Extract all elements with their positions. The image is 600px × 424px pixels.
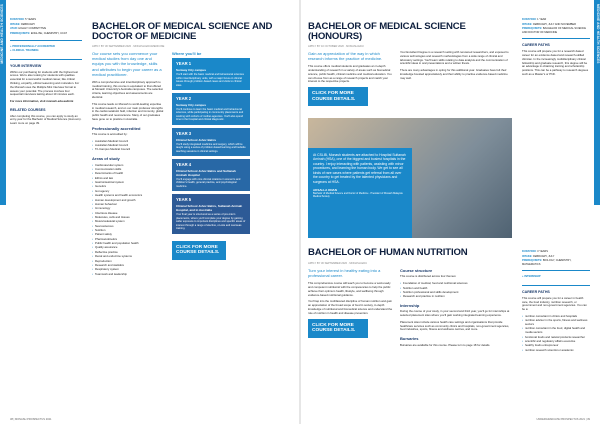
list-item: • Nutrition and health: [400, 287, 510, 291]
area-item: • Research and statistics: [92, 264, 164, 268]
year-label: YEAR 5: [176, 197, 192, 203]
p1-fact: INTAKE: FEBRUARY: [10, 22, 36, 26]
area-item: • Genetics: [92, 185, 164, 189]
career-item: • scientific and regulatory affairs executive: [522, 340, 590, 344]
nutrition-title: BACHELOR OF HUMAN NUTRITION: [308, 247, 468, 258]
p1-facts: [10, 18, 82, 36]
areas-list: [92, 164, 164, 277]
year-text: You'll engage with core clinical rotations in women's and children's health, general practice, and psychological medicine.: [176, 177, 241, 188]
structure-heading: Course structure: [400, 268, 433, 273]
area-item: • Gastrointestinal system: [92, 181, 164, 185]
year-label: YEAR 2: [176, 96, 192, 102]
p2-subtitle: APPLY BY 10 OCTOBER 2020 · MONASH.EDU: [308, 45, 364, 48]
p1-fact: ATAR: HIGHLY COMPETITIVE: [10, 27, 47, 31]
course-details-button[interactable]: CLICK FOR MORE COURSE DETAILS.: [172, 241, 226, 260]
course-details-button[interactable]: CLICK FOR MORE COURSE DETAILS.: [308, 319, 368, 338]
area-item: • Health systems and health economics: [92, 194, 164, 198]
nutrition-col-a: [308, 268, 393, 338]
area-item: • Neurosciences: [92, 225, 164, 229]
year-block: [172, 194, 250, 233]
year-block: [172, 128, 250, 156]
accredited-heading: Professionally accredited: [92, 125, 141, 131]
year-label: YEAR 1: [176, 61, 192, 67]
p2-title: BACHELOR OF MEDICAL SCIENCE (HONOURS): [308, 21, 466, 43]
years-list: [172, 58, 250, 233]
interview-link[interactable]: For more information, visit monash.edu.au/mmi: [10, 99, 74, 104]
interview-heading: YOUR INTERVIEW: [10, 63, 42, 68]
divider: [522, 270, 590, 271]
p1-tags: [10, 45, 82, 53]
p2-para: Your Excellent Degree is a research setting with renowned researchers, and exposed to various technologies and research methodologies from a wide range of clinical and laboratory settings. You'll learn skills relating to data analysis and the communication of scientific ideas in oral presentations and a written thesis.: [400, 50, 509, 66]
interview-text: Within our purchasing for students with the highest test scores. We're also looking for students with qualities essential for a successful medical career, like critical thinking, empathy, ethical reasoning and motivation. For the Monash uses the Multiple Mini Interview format to assess your potential. The process involves four sequential interviews lasting about 10 minutes each.: [10, 69, 80, 97]
career-item: • nutrition advisor in the sports, fitness and wellness sectors: [522, 319, 590, 327]
p2-col-a: [308, 51, 393, 106]
area-item: • Gut agency: [92, 190, 164, 194]
career-item: • healthy foods entrepreneur: [522, 344, 590, 348]
year-text: Your final year is structured as a series of pre-intern placements, where you'll complete your degree by gaining wider exposure to important disciplines and specific areas of interest through a range of elective, on-site and overseas training.: [176, 213, 246, 231]
course-details-button[interactable]: CLICK FOR MORE COURSE DETAILS.: [308, 87, 368, 106]
area-item: • Human development and growth: [92, 199, 164, 203]
p1-fact: DURATION: 5 YEARS: [10, 18, 37, 21]
divider: [10, 40, 82, 41]
p2-col-b: [400, 51, 510, 83]
list-item: • Australian Medical Council: [92, 140, 164, 144]
year-text: You'll continue to learn the basic medical and behavioural sciences, while participating in community placements and working with cohorts of mother-agencies. You'll also spend time in the hospital and clinical diagnostic.: [176, 107, 244, 122]
divider: [522, 38, 590, 39]
section-tab-left-label: MEDICINE AND HEALTH SCIENCES: [0, 4, 4, 64]
p2-para: There are many advantages in opting for this additional year. Graduates have felt their knowledge boosted appreciatively and their ability to practise evidence-based medicine may well.: [400, 68, 508, 80]
nutrition-fact: DURATION: 3 YEARS: [522, 250, 549, 253]
tag-accredited: + PROFESSIONALLY ACCREDITED: [10, 44, 55, 48]
area-item: • Quality assurance: [92, 246, 164, 250]
area-item: • Communication skills: [92, 168, 164, 172]
area-item: • Ethics and law: [92, 177, 164, 181]
quote-role: Bachelor of Medical Science and Doctor of Medicine · President of Monash Malaysia Medical Society: [313, 192, 403, 199]
year-text: You'll study integrated medicine and surgery, which will be taught using a series of problem-based learning and bedside teaching sessions in clinical settings.: [176, 142, 246, 153]
where-heading: Where you'll be: [172, 51, 202, 56]
p1-footer: 38 | MONASH PROSPECTUS 2021: [10, 417, 52, 421]
structure-list: [400, 282, 510, 299]
area-item: • Infectious disease: [92, 212, 164, 216]
p1-sidebar: [10, 18, 82, 129]
accredited-list: [92, 140, 164, 152]
area-item: • Cardiovascular system: [92, 164, 164, 168]
p2-facts: [522, 18, 590, 34]
career-item: • nutrition research scientist or academic.: [522, 349, 590, 353]
p1-subtitle: APPLY BY 30 SEPTEMBER 2020 · MONASH.EDU/MEDICINE: [92, 45, 165, 48]
internship-text: During the course of your study, in your second and third year, you'll go for internships at selected placement sites where you'll gain working integrated learning experience.: [400, 309, 510, 318]
area-item: • Nutrition: [92, 229, 164, 233]
area-item: • Immunology: [92, 207, 164, 211]
nutrition-fact: PREREQUISITE: BIOLOGY, CHEMISTRY, MATHEMATICS: [522, 259, 572, 266]
list-item: • Australian Medical Council: [92, 144, 164, 148]
year-campus: Clinical School Johor Bahru and Sultanah Aminah Hospital: [176, 168, 236, 177]
p1-col-main: [92, 51, 164, 277]
accredited-text: This course is accredited by:: [92, 131, 128, 136]
nutrition-col-b: [400, 268, 510, 350]
list-item: • Nutrition professional and skills development: [400, 291, 510, 295]
section-tab-right-label: MEDICINE AND HEALTH SCIENCES: [596, 4, 600, 64]
p2-fact: DURATION: 1 YEAR: [522, 18, 547, 21]
divider: [10, 59, 82, 60]
p2-fact: INTAKE: FEBRUARY, JULY AND NOVEMBER: [522, 22, 576, 26]
nutrition-facts: [522, 250, 590, 266]
career-heading: CAREER PATHS: [522, 290, 550, 295]
divider: [522, 285, 590, 286]
career-list: [522, 315, 590, 352]
list-item: • Foundation of medical, food and nutritional sciences: [400, 282, 510, 286]
area-item: • Molecules, cells and tissues: [92, 216, 164, 220]
related-courses-text: After completing this course, you can apply to study an entry-year for the Bachelor of Medical Science (Honours). Learn more on page 39.: [10, 113, 82, 126]
nutrition-lead: Turn your interest in healthy eating into a professional career.: [308, 268, 381, 279]
year-block: [172, 93, 250, 125]
p1-fact: PREREQUISITE: ENGLISH, CHEMISTRY, UCAT: [10, 32, 67, 36]
p1-lead: Our course sets you commence your medical studies from day one and equips you with the knowledge, skills and attributes to begin your career as a medical practitioner.: [92, 51, 162, 77]
year-block: [172, 159, 250, 191]
p2-para: This course offers medical students and graduates an in-depth understanding of research in a variety of areas such as biomedical science, public health, clinical medicine and medical education. You can choose from as a range of research projects and match your interest to the respective projects.: [308, 64, 392, 84]
area-item: • Teamwork and leadership: [92, 273, 164, 277]
p2-sidebar: [522, 18, 590, 80]
internship-text: Placement sites include various health care settings and organisations that provide healthcare services such as community clinics and hospitals, non-government agencies, food industries, sports, fitness and wellness centres, and more.: [400, 319, 510, 332]
nutrition-para: This comprehensive course will teach you to become a work-ready and competent nutritionist with the competencies to help the public achieve their optimum health, lifestyle, and wellbeing through evidence-based nutritional guidance.: [308, 281, 391, 297]
nutrition-subtitle: APPLY BY 30 SEPTEMBER 2020 · MONASH.EDU: [308, 262, 367, 265]
year-campus: Sunway City campus: [176, 102, 207, 107]
career-item: • nutrition consultant in clinics and hospitals: [522, 315, 590, 319]
quote-name: AKSALLA ONAN: [313, 187, 337, 192]
nutrition-sidebar: [522, 250, 590, 353]
area-item: • Renal and endocrine systems: [92, 255, 164, 259]
area-item: • Reproduction: [92, 260, 164, 264]
career-list-wrap: [522, 315, 590, 352]
tag-clinical: + CLINICAL TRAINING: [10, 49, 39, 53]
page-gutter: [299, 0, 301, 424]
structure-text: This course is distributed across four themes:: [400, 274, 457, 279]
career-text: This course will prepare you for a research-based career for an evidence-based and research-skilled clinician. In the increasingly multidisciplinary clinical fellowship and graduate research, this degree will be an advantage in obtaining training and scholarship positions. This can be a pathway to research degrees such as a Master's or PhD.: [522, 49, 589, 76]
p1-title: BACHELOR OF MEDICAL SCIENCE AND DOCTOR OF MEDICINE: [92, 21, 273, 43]
quote-text: At CSLIB, Monash students are attached to Hospital Sultanah Aminah (HSA), one of the biggest and busiest hospitals in the country. I enjoy interacting with patients, assisting with minor procedures, and learning the human body. We get to see all kinds of rare cases where patients get referral from all over the country to get treated by the talented physicians and surgeons at HSA.: [313, 153, 406, 184]
area-item: • Patient safety: [92, 233, 164, 237]
career-item: • nutrition consultant in the food, digital health and media sectors: [522, 327, 590, 335]
area-item: • Determinants of health: [92, 172, 164, 176]
year-text: You'll start with the basic medical and behavioural sciences within interdisciplinary units, with a major focus on clinical issues through problem-based cases and visits to clinical sites.: [176, 73, 244, 87]
career-item: • functional foods and natural products researcher: [522, 336, 590, 340]
career-heading: CAREER PATHS: [522, 43, 550, 48]
section-tab-left: [0, 0, 6, 205]
year-campus: Clinical School Johor Bahru: [176, 137, 217, 142]
tag-internship: + INTERNSHIP: [522, 275, 541, 279]
area-item: • Pharmacokinetics: [92, 238, 164, 242]
career-text: This course will prepare you for a career in health care, the food industry, nutrition research, or government and non-government agencies. You can be a:: [522, 295, 587, 312]
internship-heading: Internship: [400, 303, 420, 308]
area-item: • Public health and population health: [92, 242, 164, 246]
nutrition-tags: [522, 275, 590, 279]
p1-para: This course leads on Monash to world-leading expertise in medical research, and on our main professor strengths in the cardiometabolic field, infection and immunity, global public health and neuroscience. Many of our graduates have gone on to practice in Australia.: [92, 101, 164, 121]
p2-fact: PREREQUISITE: BACHELOR OF MEDICAL SCIENCE AND DOCTOR OF MEDICINE: [522, 27, 586, 34]
section-tab-right: [594, 0, 600, 205]
nutrition-fact: INTAKE: FEBRUARY, JULY: [522, 254, 555, 258]
year-campus: Sunway City campus: [176, 68, 207, 73]
bursaries-heading: Bursaries: [400, 336, 419, 342]
p2-lead: Gain an appreciation of the way in which research informs the practice of medicine.: [308, 51, 383, 62]
nutrition-para: You'll tap into the multifaceted discipline of human nutrition and gain an appreciation of the broad scope of food in society, in-depth knowledge of nutritional and biomedical science and understand the role of nutrition in health and disease prevention.: [308, 299, 393, 315]
p1-para: With a comprehensive and interdisciplinary approach to medical training, this course is equivalent to that offered at Monash University's Australia campuses. The selection criteria, learning objectives and assessments are identical.: [92, 79, 164, 99]
p1-col-years: [172, 51, 250, 260]
year-campus: Clinical School Johor Bahru, Sultanah Aminah Hospital, and in Australia: [176, 203, 243, 213]
p2-footer: UNDERGRADUATE PROSPECTUS 2021 | 39: [536, 417, 590, 421]
year-label: YEAR 4: [176, 162, 192, 168]
year-label: YEAR 3: [176, 130, 192, 136]
student-quote: [308, 148, 412, 238]
bursaries-text: Bursaries are available for this course. Please turn to page 18 for details.: [400, 342, 491, 347]
related-courses-heading: RELATED COURSES: [10, 107, 46, 112]
list-item: • Tri-Campus Medical Council: [92, 148, 164, 152]
area-item: • Reflective practice: [92, 251, 164, 255]
area-item: • Human behaviour: [92, 203, 164, 207]
list-item: • Research and practice in nutrition: [400, 295, 510, 299]
areas-heading: Areas of study: [92, 156, 120, 162]
year-block: [172, 58, 250, 90]
area-item: • Respiratory system: [92, 268, 164, 272]
area-item: • Musculoskeletal system: [92, 220, 164, 224]
